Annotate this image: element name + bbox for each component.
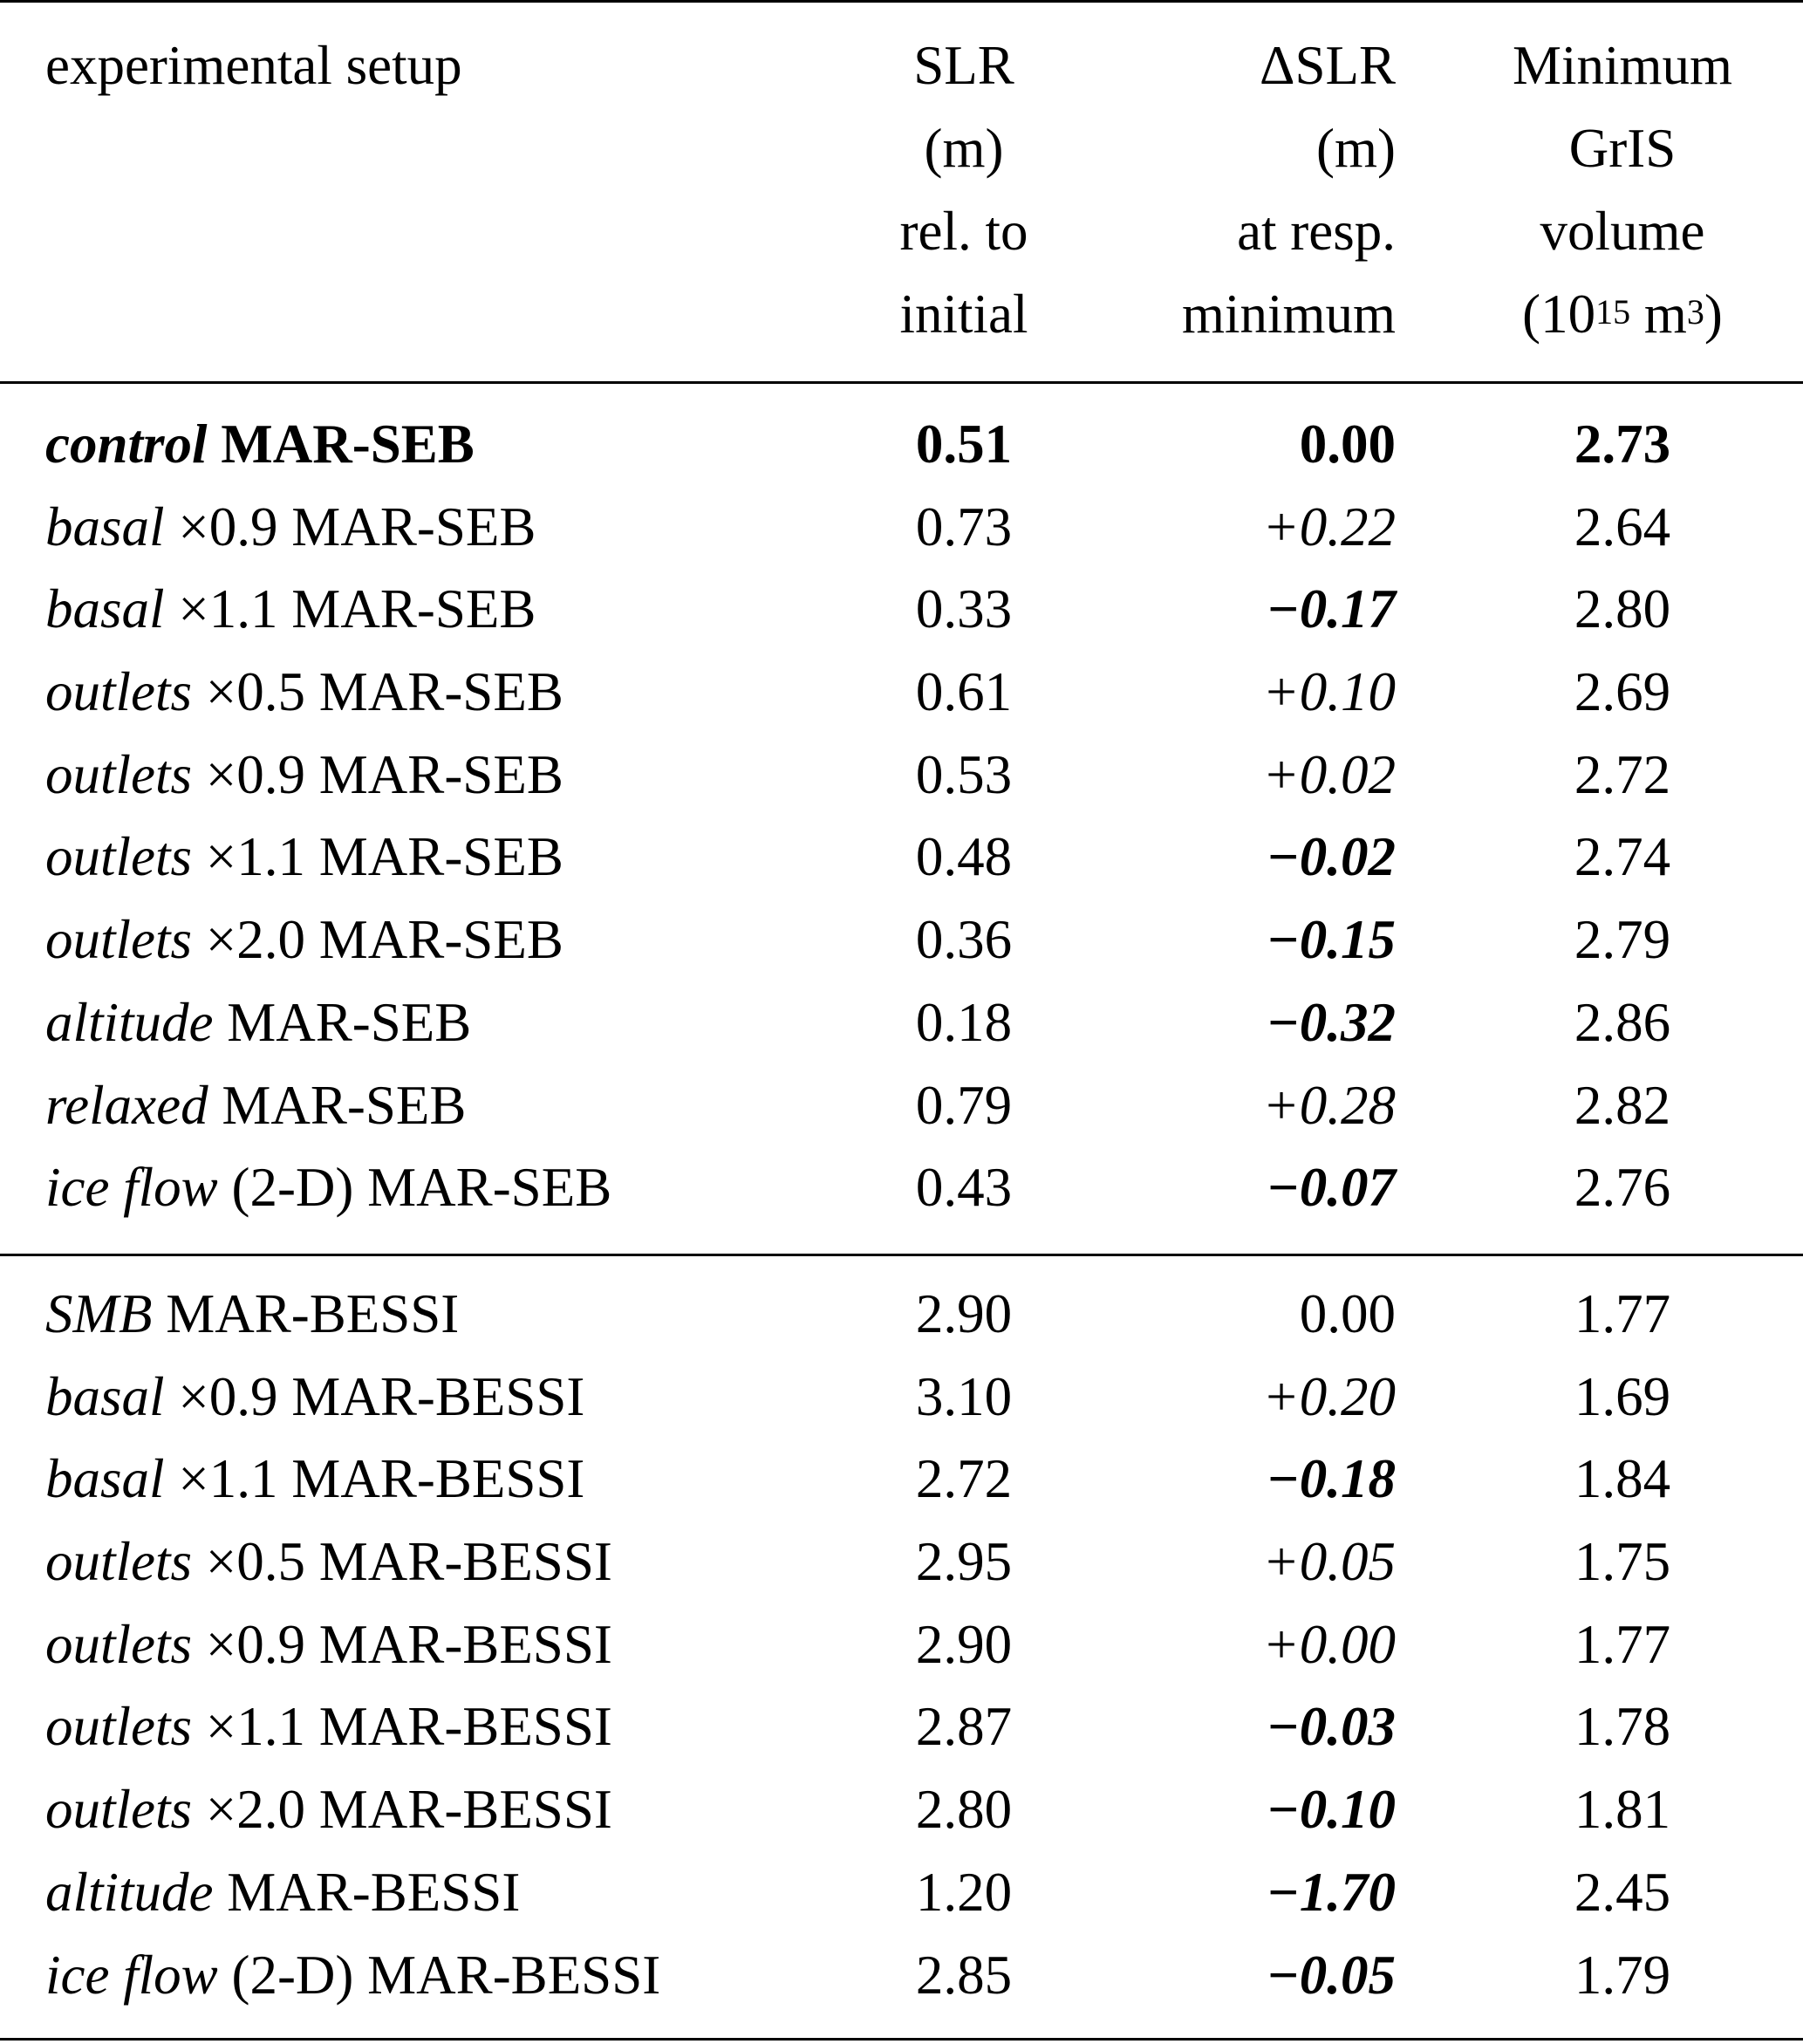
cell-setup: outlets ×1.1 MAR-SEB bbox=[45, 826, 563, 888]
cell-min-volume: 1.84 bbox=[1574, 1448, 1671, 1510]
cell-slr: 2.90 bbox=[915, 1283, 1013, 1344]
cell-setup: basal ×1.1 MAR-SEB bbox=[45, 578, 536, 640]
cell-min-volume: 2.64 bbox=[1574, 496, 1671, 557]
cell-delta-slr: −0.05 bbox=[1266, 1944, 1396, 2006]
cell-slr: 2.85 bbox=[915, 1944, 1013, 2006]
cell-slr: 0.61 bbox=[915, 661, 1013, 723]
cell-setup: ice flow (2-D) MAR-SEB bbox=[45, 1157, 612, 1219]
cell-slr: 0.53 bbox=[915, 743, 1013, 805]
cell-setup: basal ×1.1 MAR-BESSI bbox=[45, 1448, 585, 1510]
cell-setup: outlets ×0.9 MAR-SEB bbox=[45, 743, 563, 805]
cell-setup: outlets ×1.1 MAR-BESSI bbox=[45, 1696, 612, 1758]
cell-min-volume: 2.73 bbox=[1574, 414, 1671, 475]
cell-delta-slr: −0.02 bbox=[1266, 826, 1396, 888]
cell-slr: 2.87 bbox=[915, 1696, 1013, 1758]
cell-slr: 1.20 bbox=[915, 1861, 1013, 1923]
cell-slr: 0.48 bbox=[915, 826, 1013, 888]
table-row bbox=[0, 816, 1803, 899]
cell-min-volume: 1.77 bbox=[1574, 1613, 1671, 1675]
cell-min-volume: 2.80 bbox=[1574, 578, 1671, 640]
table-row bbox=[0, 651, 1803, 734]
cell-slr: 2.90 bbox=[915, 1613, 1013, 1675]
table-row bbox=[0, 1356, 1803, 1439]
table-row bbox=[0, 1934, 1803, 2017]
cell-delta-slr: +0.00 bbox=[1262, 1613, 1396, 1675]
cell-slr: 2.72 bbox=[915, 1448, 1013, 1510]
bottom-rule bbox=[0, 2038, 1803, 2041]
cell-delta-slr: 0.00 bbox=[1299, 1283, 1396, 1344]
cell-delta-slr: −1.70 bbox=[1266, 1861, 1396, 1923]
cell-slr: 2.80 bbox=[915, 1779, 1013, 1841]
table-row bbox=[0, 403, 1803, 486]
cell-min-volume: 2.86 bbox=[1574, 991, 1671, 1053]
cell-slr: 0.79 bbox=[915, 1074, 1013, 1136]
table-row bbox=[0, 1146, 1803, 1229]
cell-min-volume: 1.81 bbox=[1574, 1779, 1671, 1841]
table-row bbox=[0, 1521, 1803, 1603]
cell-min-volume: 2.72 bbox=[1574, 743, 1671, 805]
table-row bbox=[0, 1438, 1803, 1521]
cell-delta-slr: +0.02 bbox=[1262, 743, 1396, 805]
cell-delta-slr: 0.00 bbox=[1299, 414, 1396, 475]
cell-slr: 2.95 bbox=[915, 1531, 1013, 1593]
cell-min-volume: 2.45 bbox=[1574, 1861, 1671, 1923]
cell-slr: 3.10 bbox=[915, 1365, 1013, 1427]
cell-setup: SMB MAR-BESSI bbox=[45, 1283, 460, 1344]
cell-slr: 0.73 bbox=[915, 496, 1013, 557]
cell-delta-slr: +0.10 bbox=[1262, 661, 1396, 723]
table-row bbox=[0, 1273, 1803, 1356]
cell-slr: 0.33 bbox=[915, 578, 1013, 640]
cell-delta-slr: +0.05 bbox=[1262, 1531, 1396, 1593]
cell-setup: ice flow (2-D) MAR-BESSI bbox=[45, 1944, 661, 2006]
cell-min-volume: 2.69 bbox=[1574, 661, 1671, 723]
header-delta-slr: ΔSLR (m) at resp. minimum bbox=[1181, 35, 1396, 345]
cell-slr: 0.36 bbox=[915, 909, 1013, 971]
cell-delta-slr: +0.22 bbox=[1262, 496, 1396, 557]
table-row bbox=[0, 486, 1803, 569]
cell-delta-slr: −0.10 bbox=[1266, 1779, 1396, 1841]
cell-min-volume: 1.78 bbox=[1574, 1696, 1671, 1758]
table-row bbox=[0, 899, 1803, 981]
cell-setup: control MAR-SEB bbox=[45, 414, 475, 475]
cell-min-volume: 1.79 bbox=[1574, 1944, 1671, 2006]
group-mar-bessi bbox=[0, 1273, 1803, 2016]
table-row bbox=[0, 1851, 1803, 1934]
top-rule bbox=[0, 0, 1803, 3]
cell-slr: 0.18 bbox=[915, 991, 1013, 1053]
cell-setup: altitude MAR-BESSI bbox=[45, 1861, 521, 1923]
cell-min-volume: 2.82 bbox=[1574, 1074, 1671, 1136]
cell-delta-slr: −0.03 bbox=[1266, 1696, 1396, 1758]
cell-setup: outlets ×2.0 MAR-SEB bbox=[45, 909, 563, 971]
group-separator-rule bbox=[0, 1254, 1803, 1256]
cell-delta-slr: −0.15 bbox=[1266, 909, 1396, 971]
header-minimum-volume: Minimum GrIS volume ($10^{15}$ $m^3$) bbox=[1448, 24, 1797, 356]
table-row bbox=[0, 1685, 1803, 1768]
group-mar-seb bbox=[0, 403, 1803, 1229]
table-row bbox=[0, 1603, 1803, 1686]
cell-min-volume: 2.76 bbox=[1574, 1157, 1671, 1219]
cell-min-volume: 1.75 bbox=[1574, 1531, 1671, 1593]
table-row bbox=[0, 1064, 1803, 1147]
cell-min-volume: 2.74 bbox=[1574, 826, 1671, 888]
table-row bbox=[0, 734, 1803, 817]
table-row bbox=[0, 1768, 1803, 1851]
cell-min-volume: 1.77 bbox=[1574, 1283, 1671, 1344]
cell-delta-slr: −0.32 bbox=[1266, 991, 1396, 1053]
cell-setup: basal ×0.9 MAR-SEB bbox=[45, 496, 536, 557]
header-volume-unit: ($10^{15}$ $m^3$) bbox=[1522, 284, 1723, 345]
cell-min-volume: 2.79 bbox=[1574, 909, 1671, 971]
cell-delta-slr: −0.17 bbox=[1266, 578, 1396, 640]
cell-setup: outlets ×2.0 MAR-BESSI bbox=[45, 1779, 612, 1841]
header-rule bbox=[0, 381, 1803, 384]
cell-min-volume: 1.69 bbox=[1574, 1365, 1671, 1427]
cell-setup: relaxed MAR-SEB bbox=[45, 1074, 467, 1136]
table-row bbox=[0, 568, 1803, 651]
cell-setup: altitude MAR-SEB bbox=[45, 991, 472, 1053]
cell-delta-slr: −0.07 bbox=[1266, 1157, 1396, 1219]
cell-delta-slr: +0.28 bbox=[1262, 1074, 1396, 1136]
cell-setup: outlets ×0.9 MAR-BESSI bbox=[45, 1613, 612, 1675]
table-header bbox=[0, 24, 1803, 373]
cell-delta-slr: −0.18 bbox=[1266, 1448, 1396, 1510]
cell-slr: 0.51 bbox=[915, 414, 1013, 475]
cell-delta-slr: +0.20 bbox=[1262, 1365, 1396, 1427]
cell-slr: 0.43 bbox=[915, 1157, 1013, 1219]
header-experimental-setup: experimental setup bbox=[45, 35, 462, 96]
header-slr: SLR (m) rel. to initial bbox=[899, 35, 1028, 345]
cell-setup: basal ×0.9 MAR-BESSI bbox=[45, 1365, 585, 1427]
table-row bbox=[0, 981, 1803, 1064]
cell-setup: outlets ×0.5 MAR-SEB bbox=[45, 661, 563, 723]
cell-setup: outlets ×0.5 MAR-BESSI bbox=[45, 1531, 612, 1593]
